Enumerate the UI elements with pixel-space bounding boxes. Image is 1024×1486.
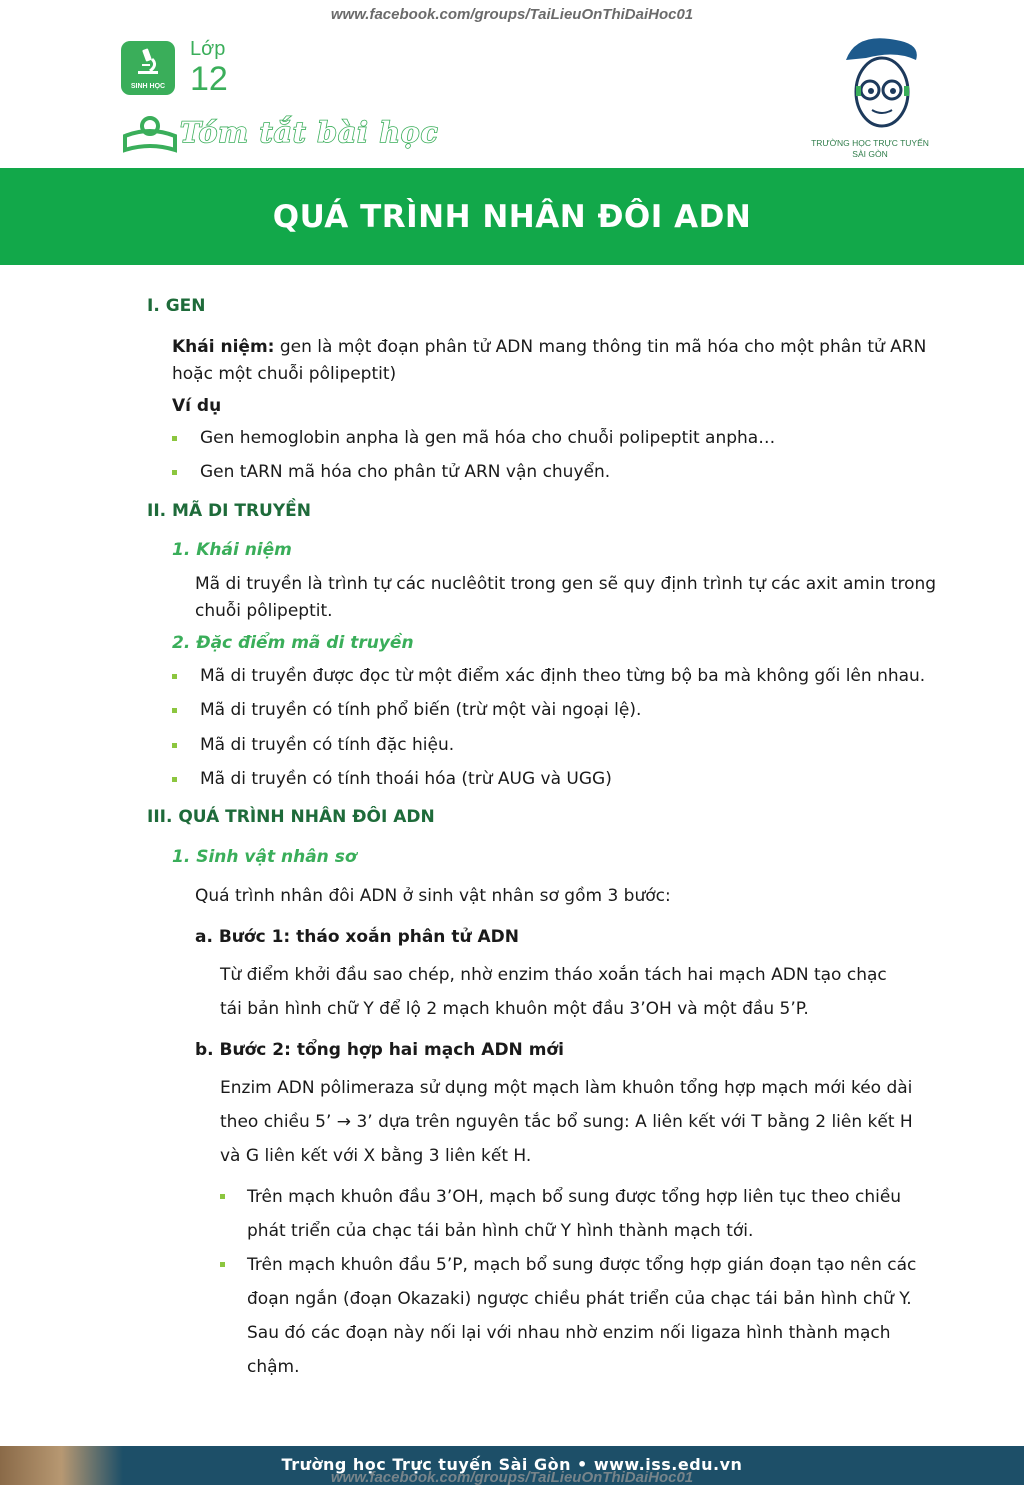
- subheading-features: 2. Đặc điểm mã di truyền: [172, 633, 414, 653]
- subheading-prokaryote: 1. Sinh vật nhân sơ: [172, 847, 357, 867]
- grade-label: Lớp: [190, 38, 226, 60]
- example-label: Ví dụ: [172, 396, 222, 416]
- concept-paragraph: Khái niệm: gen là một đoạn phân tử ADN mang thông tin mã hóa cho một phân tử ARN: [172, 337, 927, 357]
- microscope-icon: [134, 47, 162, 77]
- page-title: QUÁ TRÌNH NHÂN ĐÔI ADN: [272, 198, 752, 235]
- list-item: Gen tARN mã hóa cho phân tử ARN vận chuyển.: [172, 459, 932, 486]
- mascot-logo-icon: [826, 30, 938, 140]
- list-item: Gen hemoglobin anpha là gen mã hóa cho chuỗi polipeptit anpha…: [172, 425, 932, 452]
- section-heading-genetic-code: II. MÃ DI TRUYỀN: [147, 501, 312, 521]
- watermark-bottom: www.facebook.com/groups/TaiLieuOnThiDaiHoc01: [330, 1469, 694, 1486]
- step-a-line-2: tái bản hình chữ Y để lộ 2 mạch khuôn một đầu 3’OH và một đầu 5’P.: [220, 999, 809, 1019]
- section-heading-replication: III. QUÁ TRÌNH NHÂN ĐÔI ADN: [147, 807, 435, 827]
- list-item: Trên mạch khuôn đầu 5’P, mạch bổ sung được tổng hợp gián đoạn tạo nên các đoạn ngắn (đoạn Okazaki) ngược chiều phát triển của chạc tái bản hình chữ Y. Sau đó các đoạn này nối lại với nhau nhờ enzim nối ligaza hình thành mạch chậm.: [220, 1248, 925, 1384]
- step-b-line-2: theo chiều 5’ → 3’ dựa trên nguyên tắc bổ sung: A liên kết với T bằng 2 liên kết H: [220, 1112, 913, 1132]
- school-name: TRƯỜNG HỌC TRỰC TUYẾN SÀI GÒN: [811, 138, 929, 159]
- grade-number: 12: [190, 60, 228, 98]
- concept-line-2: hoặc một chuỗi pôlipeptit): [172, 364, 397, 384]
- subheading-concept: 1. Khái niệm: [172, 540, 292, 560]
- step-b-heading: b. Bước 2: tổng hợp hai mạch ADN mới: [195, 1040, 564, 1060]
- list-item: Trên mạch khuôn đầu 3’OH, mạch bổ sung được tổng hợp liên tục theo chiều phát triển của chạc tái bản hình chữ Y hình thành mạch tới.: [220, 1180, 925, 1248]
- title-banner: [0, 168, 1024, 265]
- watermark-top: www.facebook.com/groups/TaiLieuOnThiDaiHoc01: [330, 6, 694, 23]
- step-b-line-3: và G liên kết với X bằng 3 liên kết H.: [220, 1146, 532, 1166]
- step-a-line-1: Từ điểm khởi đầu sao chép, nhờ enzim tháo xoắn tách hai mạch ADN tạo chạc: [220, 965, 887, 985]
- replication-intro: Quá trình nhân đôi ADN ở sinh vật nhân sơ gồm 3 bước:: [195, 886, 671, 906]
- open-book-icon: [122, 114, 178, 156]
- list-item: Mã di truyền có tính đặc hiệu.: [172, 732, 932, 759]
- step-b-line-1: Enzim ADN pôlimeraza sử dụng một mạch làm khuôn tổng hợp mạch mới kéo dài: [220, 1078, 913, 1098]
- concept-label: Khái niệm:: [172, 337, 275, 357]
- list-item: Mã di truyền có tính phổ biến (trừ một vài ngoại lệ).: [172, 697, 932, 724]
- step-a-heading: a. Bước 1: tháo xoắn phân tử ADN: [195, 927, 519, 947]
- code-definition-line-2: chuỗi pôlipeptit.: [195, 601, 333, 621]
- summary-title: Tóm tắt bài học: [180, 116, 439, 149]
- footer-text: Trường học Trực tuyến Sài Gòn • www.iss.edu.vn: [281, 1455, 743, 1474]
- code-definition-line-1: Mã di truyền là trình tự các nuclêôtit trong gen sẽ quy định trình tự các axit amin trong: [195, 574, 937, 594]
- subject-badge: [121, 41, 175, 95]
- list-item: Mã di truyền được đọc từ một điểm xác định theo từng bộ ba mà không gối lên nhau.: [172, 663, 932, 690]
- list-item: Mã di truyền có tính thoái hóa (trừ AUG và UGG): [172, 766, 932, 793]
- subject-label: SINH HỌC: [130, 83, 166, 90]
- section-heading-gen: I. GEN: [147, 296, 206, 316]
